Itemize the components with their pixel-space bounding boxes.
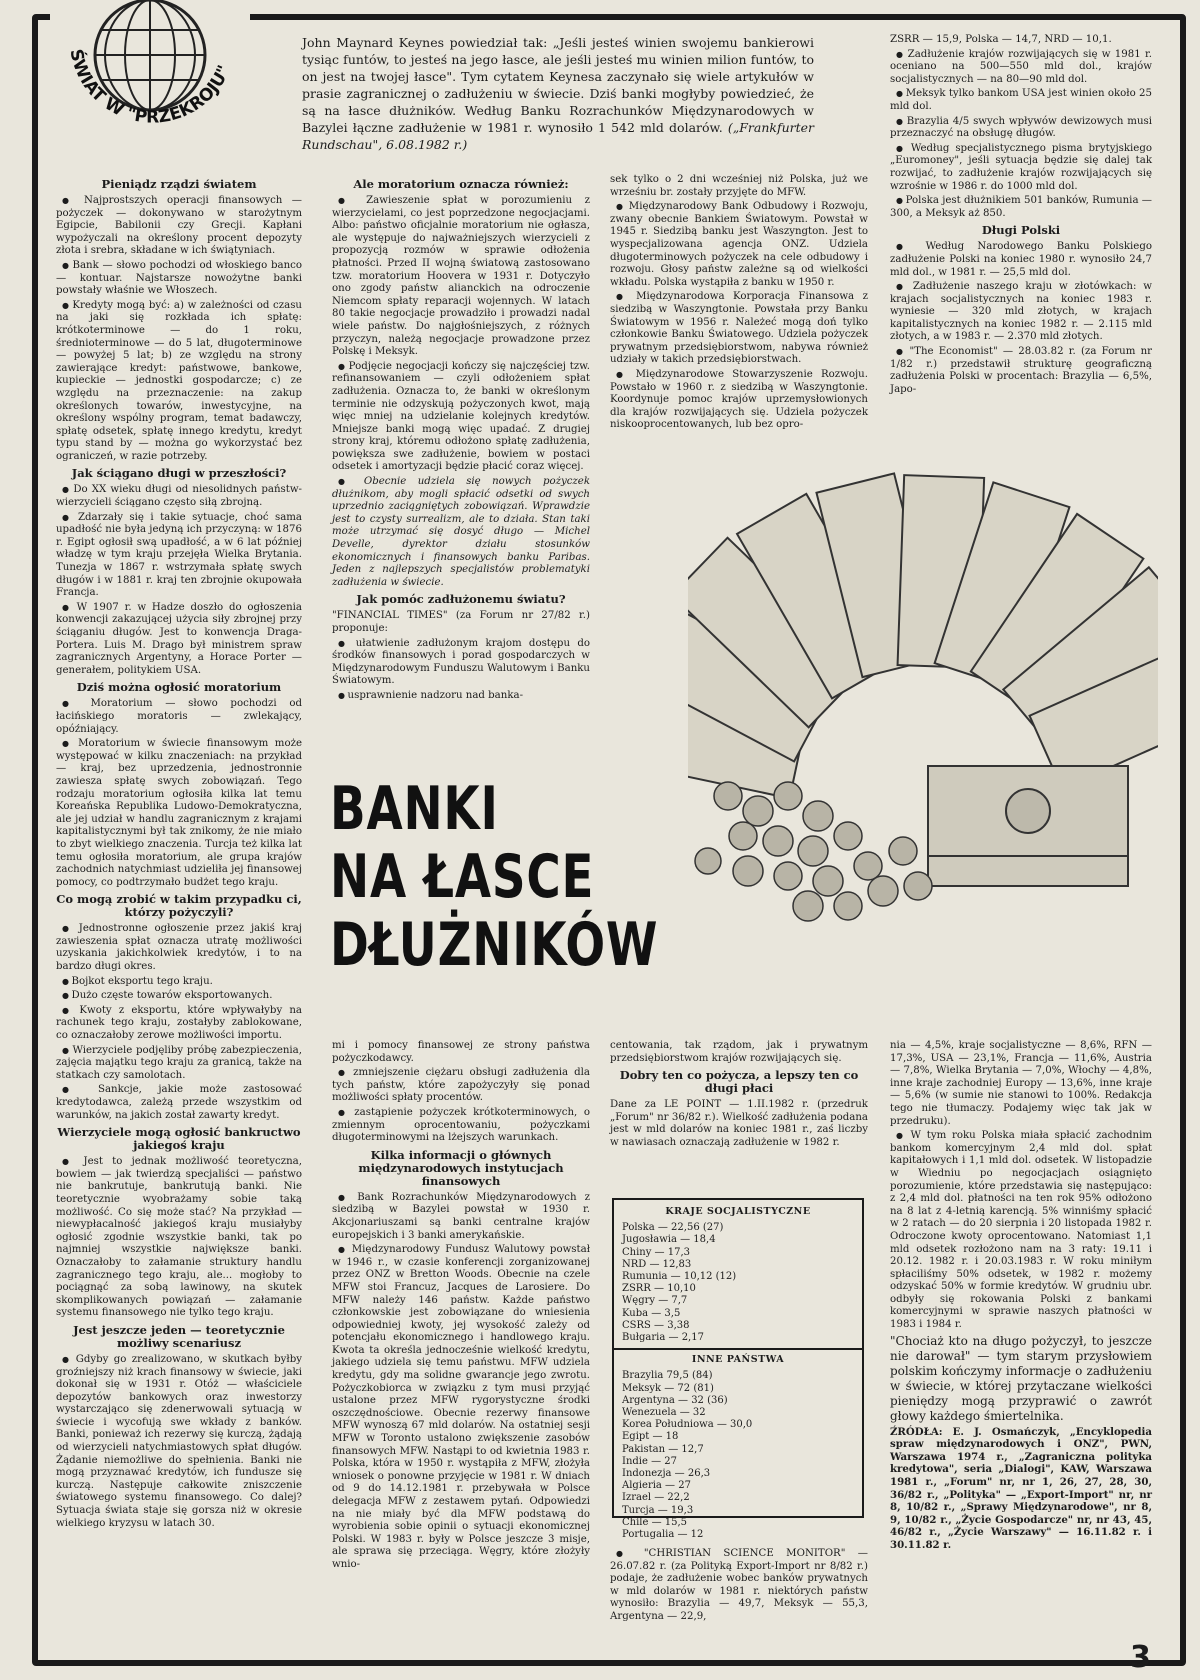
table-row: Izrael — 22,2 bbox=[622, 1492, 690, 1504]
paragraph: ● Międzynarodowy Fundusz Walutowy powstał w 1946 r., w czasie konferencji zorganizowanej przez ONZ w Bretton Woods. Obecnie na czele MFW stoi Francuz, Jacques de Larosiere. Do MFW należy 146 państw. Każde państwo członkowskie jest zobowiązane do wniesienia odpowiedniej kwoty, jej wysokość zależy od potencjału ekonomicznego i handlowego kraju. Kwota ta określa jednocześnie wielkość kredytu, jakiego udziela się temu państwu. MFW udziela kredytu, gdy ma solidne gwarancje jego zwrotu. Pożyczkobiorca w związku z tym musi przyjąć ustalone przez MFW rygorystyczne środki oszczędnościowe. Obecnie rezerwy finansowe MFW wynoszą 67 mld dolarów. Na ostatniej sesji MFW w Toronto ustalono zwiększenie zasobów finansowych MFW. Nastąpi to od kwietnia 1983 r. Polska, która w 1950 r. wystąpiła z MFW, złożyła wniosek o ponowne przyjęcie w 1981 r. W dniach od 9 do 14.12.1981 r. przebywała w Polsce delegacja MFW z zestawem pytań. Odpowiedzi na nie miały być dla MFW podstawą do wyrobienia sobie opinii o sytuacji ekonomicznej Polski. W 1983 r. były w Polsce jeszcze 3 misje, ale sprawa się przeciąga. Węgry, które złożyły wnio- bbox=[332, 1244, 590, 1571]
section-heading: Wierzyciele mogą ogłosić bankructwo jakiegoś kraju bbox=[57, 1125, 301, 1153]
paragraph: ● zmniejszenie ciężaru obsługi zadłużenia dla tych państw, które zapożyczyły się ponad możliwości spłaty procentów. bbox=[332, 1067, 590, 1105]
table-row: Wenezuela — 32 bbox=[622, 1407, 706, 1419]
paragraph: ● Bojkot eksportu tego kraju. bbox=[56, 976, 302, 989]
paragraph: ● Zadłużenie krajów rozwijających się w 1981 r. oceniano na 500—550 mld dol., krajów socjalistycznych — na 80—90 mld dol. bbox=[890, 49, 1152, 87]
paragraph: ● "The Economist" — 28.03.82 r. (za Forum nr 1/82 r.) przedstawił strukturę geograficzną zadłużenia Polski w procentach: Brazylia — 6,5%, Japo- bbox=[890, 346, 1152, 396]
main-headline bbox=[330, 774, 659, 980]
table-row: CSRS — 3,38 bbox=[622, 1319, 690, 1331]
paragraph: ● Sankcje, jakie może zastosować kredytodawca, zależą przede wszystkim od warunków, na jakich został zawarty kredyt. bbox=[56, 1084, 302, 1122]
column-3-top bbox=[610, 174, 868, 434]
paragraph: ● Jest to jednak możliwość teoretyczna, bowiem — jak twierdzą specjaliści — państwo nie bankrutuje, bankrutują banki. Nie teoretycznie wyobrażamy sobie taką możliwość. Co się może stać? Na przykład — niewypłacalność jakiegoś kraju musiałyby ogłosić zgodnie wszystkie banki, tak po najmniej wszystkie największe banki. Oznaczałoby to załamanie struktury handlu zagranicznego tego kraju, ale... mogłoby to pociągnąć za sobą lawinowy, na skutek skomplikowanych powiązań — załamanie systemu finansowego nie tylko tego kraju. bbox=[56, 1156, 302, 1320]
paragraph: ● Dużo częste towarów eksportowanych. bbox=[56, 990, 302, 1003]
table-title: INNE PAŃSTWA bbox=[691, 1354, 785, 1366]
table-row: Argentyna — 32 (36) bbox=[622, 1394, 728, 1406]
section-heading: Kilka informacji o głównych międzynarodowych instytucjach finansowych bbox=[358, 1147, 564, 1188]
table-row: Węgry — 7,7 bbox=[622, 1295, 688, 1307]
paragraph: ● Obecnie udziela się nowych pożyczek dłużnikom, aby mogli spłacić odsetki od swych uprzednio zaciągniętych zobowiązań. Wprawdzie jest to czysty surrealizm, ale to działa. Stan taki może utrzymać się dosyć długo — Michel Develle, dyrektor działu stosunków ekonomicznych i finansowych banku Paribas. Jeden z najlepszych specjalistów problematyki zadłużenia w świecie. bbox=[332, 476, 590, 589]
page-number: 3 bbox=[1130, 1640, 1151, 1675]
table-title: KRAJE SOCJALISTYCZNE bbox=[665, 1206, 811, 1217]
table-row: Bułgaria — 2,17 bbox=[622, 1332, 704, 1344]
table-row: Brazylia 79,5 (84) bbox=[622, 1370, 713, 1382]
paragraph: ● Do XX wieku długi od niesolidnych państw-wierzycieli ściągano często siłą zbrojną. bbox=[56, 484, 302, 509]
headline-line: NA ŁASCE bbox=[330, 842, 595, 912]
intro-paragraph bbox=[302, 34, 814, 153]
paragraph: ZSRR — 15,9, Polska — 14,7, NRD — 10,1. bbox=[890, 34, 1112, 45]
paragraph: "FINANCIAL TIMES" (za Forum nr 27/82 r.) proponuje: bbox=[332, 610, 590, 634]
paragraph: ● usprawnienie nadzoru nad banka- bbox=[332, 690, 590, 703]
globe-logo bbox=[50, 0, 250, 150]
table-row: Meksyk — 72 (81) bbox=[622, 1382, 714, 1394]
column-3-bottom bbox=[610, 1040, 868, 1152]
paragraph: ● W tym roku Polska miała spłacić zachodnim bankom komercyjnym 2,4 mld dol. spłat kapitałowych i 1,1 mld dol. odsetek. W listopadzie w Wiedniu po negocjacjach osiągnięto porozumienie, które przedstawia się następująco: z 2,4 mld dol. płatności na ten rok 95% odłożono na 8 lat z 4-letnią karencją. 5% winniśmy spłacić w 2 ratach — do 20 sierpnia i 20 listopada 1982 r. Odroczone kwoty oprocentowano. Natomiast 1,1 mld odsetek rozłożono nam na 3 raty: 19.11 i 20.12. 1982 r. i 20.03.1983 r. W roku miniłym spłaciliśmy 50% odsetek, w 1982 r. możemy odzyskać 50% w formie kredytów. W grudniu ubr. odbyły się rokowania Polski z bankami komercyjnymi w sprawie naszych płatności w 1983 i 1984 r. bbox=[890, 1130, 1152, 1332]
table-row: Chiny — 17,3 bbox=[622, 1246, 691, 1258]
table-row: Indonezja — 26,3 bbox=[622, 1468, 711, 1480]
section-heading: Pieniądz rządzi światem bbox=[101, 177, 257, 191]
section-heading: Dziś można ogłosić moratorium bbox=[76, 680, 282, 695]
paragraph: ● Jednostronne ogłoszenie przez jakiś kraj zawieszenia spłat oznacza utratę możliwości uzyskania jakichkolwiek kredytów, i to na bardzo długi okres. bbox=[56, 923, 302, 973]
paragraph: ● Kwoty z eksportu, które wpływałyby na rachunek tego kraju, zostałyby zablokowane, co oznaczałoby zerowe możliwości importu. bbox=[56, 1005, 302, 1043]
table-row: Korea Południowa — 30,0 bbox=[622, 1419, 753, 1431]
section-heading: Jak ściągano długi w przeszłości? bbox=[71, 466, 287, 481]
table-row: Jugosławia — 18,4 bbox=[622, 1234, 716, 1246]
section-heading: Długi Polski bbox=[981, 223, 1061, 238]
paragraph: ● Według Narodowego Banku Polskiego zadłużenie Polski na koniec 1980 r. wynosiło 24,7 mld dol., w 1981 r. — 25,5 mld dol. bbox=[890, 241, 1152, 279]
closing-quote: "Chociaż kto na długo pożyczył, to jeszcze nie darował" — tym starym przysłowiem polskim kończymy informacje o zadłużeniu w świecie, w której przytaczane wielkości pieniędzy mogą przyprawić o zawrót głowy każdego śmiertelnika. bbox=[890, 1333, 1152, 1423]
table-row: Algieria — 27 bbox=[622, 1480, 691, 1492]
debt-table bbox=[612, 1198, 864, 1541]
table-row: Chile — 15,5 bbox=[622, 1516, 688, 1528]
paragraph: sek tylko o 2 dni wcześniej niż Polska, już we wrześniu br. zostały przyjęte do MFW. bbox=[610, 174, 868, 198]
paragraph: ● Meksyk tylko bankom USA jest winien około 25 mld dol. bbox=[890, 88, 1152, 113]
table-row: Pakistan — 12,7 bbox=[622, 1443, 704, 1455]
paragraph: ● ułatwienie zadłużonym krajom dostępu do środków finansowych i porad gospodarczych w Międzynarodowym Funduszu Walutowym i Banku Światowym. bbox=[332, 638, 590, 688]
table-row: NRD — 12,83 bbox=[622, 1258, 692, 1270]
paragraph: ● Moratorium w świecie finansowym może występować w kilku znaczeniach: na przykład — kraj, bez uprzedzenia, jednostronnie zawiesza spłatę swych zobowiązań. Tego rodzaju moratorium ogłosiła kilka lat temu Koreańska Republika Ludowo-Demokratyczna, ale jej udział w handlu zagranicznym z krajami kapitalistycznymi był tak znikomy, że nie miało to zbyt wielkiego znaczenia. Turcja też kilka lat temu ogłosiła moratorium, ale grupa krajów zachodnich natychmiast udzieliła jej finansowej pomocy, co podtrzymało budżet tego kraju. bbox=[56, 738, 302, 889]
paragraph: ● Bank — słowo pochodzi od włoskiego banco — kontuar. Najstarsze nowożytne banki powstały właśnie we Włoszech. bbox=[56, 260, 302, 298]
table-row: Portugalia — 12 bbox=[622, 1529, 704, 1541]
paragraph: ● Bank Rozrachunków Międzynarodowych z siedzibą w Bazylei powstał w 1930 r. Akcjonariuszami są banki centralne krajów europejskich i 3 banki amerykańskie. bbox=[332, 1192, 590, 1242]
paragraph: ● Wierzyciele podjęliby próbę zabezpieczenia, zajęcia majątku tego kraju za granicą, także na statkach czy samolotach. bbox=[56, 1045, 302, 1083]
section-heading: Jak pomóc zadłużonemu światu? bbox=[356, 592, 566, 607]
section-heading: Dobry ten co pożycza, a lepszy ten co długi płaci bbox=[619, 1068, 859, 1096]
paragraph: Dane za LE POINT — 1.II.1982 r. (przedruk „Forum" nr 36/82 r.). Wielkość zadłużenia podana jest w mld dolarów na koniec 1981 r., zaś liczby w nawiasach oznaczają zadłużenie w 1982 r. bbox=[610, 1099, 868, 1148]
paragraph: ● Podjęcie negocjacji kończy się najczęściej tzw. refinansowaniem — czyli odłożeniem spłat zadłużenia. Oznacza to, że banki w określonym terminie nie odzyskują pożyczonych kwot, mają więc mniej na udzielanie kolejnych kredytów. Mniejsze banki mogą więc upadać. Z drugiej strony kraj, któremu odłożono spłatę zadłużenia, powiększa swe zadłużenie, bowiem w postaci odsetek i amortyzacji będzie płacić coraz więcej. bbox=[332, 361, 590, 474]
logo-text: ŚWIAT W "PRZEKROJU" bbox=[65, 47, 235, 128]
paragraph: ● Międzynarodowy Bank Odbudowy i Rozwoju, zwany obecnie Bankiem Światowym. Powstał w 1945 r. Siedzibą banku jest Waszyngton. Jest to wyspecjalizowana agencja ONZ. Udziela długoterminowych pożyczek na cele odbudowy i rozwoju. Głosy państw zależne są od wielkości wkładu. Polska wystąpiła z banku w 1950 r. bbox=[610, 201, 868, 289]
paragraph: ● Polska jest dłużnikiem 501 banków, Rumunia — 300, a Meksyk aż 850. bbox=[890, 195, 1152, 220]
table-row: Indie — 27 bbox=[622, 1455, 677, 1467]
table-row: Polska — 22,56 (27) bbox=[622, 1222, 724, 1234]
section-heading: Ale moratorium oznacza również: bbox=[353, 177, 569, 191]
column-4-top bbox=[890, 34, 1152, 398]
paragraph: centowania, tak rządom, jak i prywatnym przedsiębiorstwom krajów rozwijających się. bbox=[610, 1040, 868, 1064]
banknotes-coins-illustration bbox=[688, 466, 1158, 966]
section-heading: Jest jeszcze jeden — teoretycznie możliwy scenariusz bbox=[73, 1322, 285, 1350]
table-row: Rumunia — 10,12 (12) bbox=[622, 1271, 737, 1283]
table-divider bbox=[614, 1348, 862, 1350]
paragraph: ● Zawieszenie spłat w porozumieniu z wierzycielami, co jest poprzedzone negocjacjami. Albo: państwo oficjalnie moratorium nie ogłasza, ale występuje do najważniejszych wierzycieli z propozycją rozmów w sprawie odłożenia płatności. Przed II wojną światową zastosowano tzw. moratorium Hoovera w 1931 r. Dotyczyło ono zgody państw alianckich na odroczenie Niemcom spłaty reparacji wojennych. W latach 80 takie negocjacje prowadziło i prowadzi nadal wiele państw. Do najgłośniejszych, z różnych przyczyn, należą negocjacje prowadzone przez Polskę i Meksyk. bbox=[332, 195, 590, 359]
paragraph: ● Brazylia 4/5 swych wpływów dewizowych musi przeznaczyć na obsługę długów. bbox=[890, 116, 1152, 141]
column-3-footer bbox=[610, 1548, 868, 1626]
headline-line: DŁUŻNIKÓW bbox=[330, 910, 659, 980]
paragraph: ● Według specjalistycznego pisma brytyjskiego „Euromoney", jeśli sytuacja będzie się dalej tak rozwijać, to zadłużenie krajów rozwijających się wzrośnie w 1986 r. do 1000 mld dol. bbox=[890, 143, 1152, 193]
paragraph: ● Kredyty mogą być: a) w zależności od czasu na jaki się rozkłada ich spłatę: krótkoterminowe — do 1 roku, średnioterminowe — do 5 lat, długoterminowe — powyżej 5 lat; b) ze względu na strony zawierające kredyt: państwowe, bankowe, kupieckie — jednostki gospodarcze; c) ze względu na przeznaczenie: na zakup określonych towarów, inwestycyjne, na określony wspólny program, temat badawczy, spłatę odsetek, spłatę innego kredytu, kredyt typu stand by — można go wykorzystać bez ograniczeń, w razie potrzeby. bbox=[56, 300, 302, 464]
paragraph: ● Międzynarodowa Korporacja Finansowa z siedzibą w Waszyngtonie. Powstała przy Banku Światowym w 1956 r. Należeć mogą doń tylko członkowie Banku Światowego. Udziela pożyczek prywatnym przedsiębiorstwom, nabywa również udziały w takich przedsiębiorstwach. bbox=[610, 291, 868, 367]
table-row: Turcja — 19,3 bbox=[622, 1504, 694, 1516]
intro-text: John Maynard Keynes powiedział tak: „Jeśli jesteś winien swojemu bankierowi tysiąc funtów, to jesteś na jego łasce, ale jeśli jesteś mu winien milion funtów, to on jest na twojej łasce". Tym cytatem Keynesa zaczynało się wiele artykułów w prasie zagranicznej o zadłużeniu w świecie. Dziś banki mogłyby powiedzieć, że są na łasce dłużników. Według Banku Rozrachunków Międzynarodowych w Bazylei łączne zadłużenie w 1981 r. wynosiło 1 542 mld dolarów. bbox=[302, 35, 814, 135]
paragraph: ● Moratorium — słowo pochodzi od łacińskiego moratoris — zwlekający, opóźniający. bbox=[56, 698, 302, 736]
paragraph: ● zastąpienie pożyczek krótkoterminowych, o zmiennym oprocentowaniu, pożyczkami długoterminowymi na lżejszych warunkach. bbox=[332, 1107, 590, 1145]
sources: ŹRÓDŁA: E. J. Osmańczyk, „Encyklopedia spraw międzynarodowych i ONZ", PWN, Warszawa 1974 r., „Zagraniczna polityka kredytowa", seria „Dialogi", KAW, Warszawa 1981 r., „Forum" nr, nr 1, 26, 27, 28, 30, 36/82 r., „Polityka" — „Export-Import" nr, nr 8, 10/82 r., „Sprawy Międzynarodowe", nr 8, 9, 10/82 r., „Życie Gospodarcze" nr, nr 43, 45, 46/82 r., „Życie Warszawy" — 16.11.82 r. i 30.11.82 r. bbox=[890, 1425, 1152, 1551]
headline-line: BANKI bbox=[330, 774, 499, 844]
paragraph: ● Najprostszych operacji finansowych — pożyczek — dokonywano w starożytnym Egipcie, Babilonii czy Grecji. Kapłani wypożyczali na określony procent depozyty złota i srebra, składane w ich świątyniach. bbox=[56, 195, 302, 258]
column-4-bottom bbox=[890, 1040, 1152, 1554]
paragraph: ● Zdarzały się i takie sytuacje, choć sama upadłość nie była jedyną ich przyczyną: w 1876 r. Egipt ogłosił swą upadłość, a w 6 lat później władzę w tym kraju przejęła Wielka Brytania. Tunezja w 1867 r. wstrzymała spłatę swych długów i w 1881 r. kraj ten zbrojnie okupowała Francja. bbox=[56, 512, 302, 600]
section-heading: Co mogą zrobić w takim przypadku ci, którzy pożyczyli? bbox=[56, 892, 302, 920]
column-1 bbox=[56, 174, 302, 1532]
paragraph: nia — 4,5%, kraje socjalistyczne — 8,6%, RFN — 17,3%, USA — 23,1%, Francja — 11,6%, Austria — 7,8%, Wielka Brytania — 7,0%, Włochy — 4,8%, inne kraje zachodniej Europy — 13,6%, inne kraje — 5,6% (w sumie nie stanowi to 100%. Redakcja tego nie tłumaczy. Podajemy więc tak jak w przedruku). bbox=[890, 1040, 1152, 1127]
table-row: Egipt — 18 bbox=[622, 1431, 679, 1443]
paragraph: ● Międzynarodowe Stowarzyszenie Rozwoju. Powstało w 1960 r. z siedzibą w Waszyngtonie. Koordynuje pomoc krajów uprzemysłowionych dla krajów rozwijających się. Udziela pożyczek niskooprocentowanych, lub bez opro- bbox=[610, 369, 868, 432]
column-2-top bbox=[332, 174, 590, 705]
intro-source: („Frankfurter Rundschau", 6.08.1982 r.) bbox=[302, 120, 814, 152]
table-row: Kuba — 3,5 bbox=[622, 1307, 681, 1319]
paragraph: ● "CHRISTIAN SCIENCE MONITOR" — 26.07.82 r. (za Polityką Export-Import nr 8/82 r.) podaje, że zadłużenie wobec banków prywatnych w mld dolarów w 1981 r. niektórych państw wynosiło: Brazylia — 49,7, Meksyk — 55,3, Argentyna — 22,9, bbox=[610, 1548, 868, 1624]
table-row: ZSRR — 10,10 bbox=[622, 1283, 696, 1295]
paragraph: ● Gdyby go zrealizowano, w skutkach byłby groźniejszy niż krach finansowy w świecie, jaki dokonał się w 1931 r. Otóż — właściciele depozytów bankowych oraz inwestorzy wystarczająco się zdenerwowali sytuacją w świecie i wycofują swe wkłady z banków. Banki, ponieważ ich rezerwy się kurczą, żądają od wierzycieli natychmiastowych spłat długów. Żądanie niemożliwe do spełnienia. Banki nie mogą przyznawać kredytów, ich fundusze się kurczą. Następuje całkowite zniszczenie światowego systemu finansowego. Co dalej? Sytuacja świata staje się gorsza niż w okresie wielkiego kryzysu w latach 30. bbox=[56, 1354, 302, 1530]
paragraph: ● Zadłużenie naszego kraju w złotówkach: w krajach socjalistycznych na koniec 1983 r. wyniesie — 320 mld złotych, w krajach kapitalistycznych na koniec 1982 r. — 2.115 mld złotych, a w 1983 r. — 2.370 mld złotych. bbox=[890, 281, 1152, 344]
paragraph: ● W 1907 r. w Hadze doszło do ogłoszenia konwencji zakazującej użycia siły zbrojnej przy ściąganiu długów. Jest to konwencja Draga-Portera. Luis M. Drago był ministrem spraw zagranicznych Argentyny, a Horace Porter — generałem, politykiem USA. bbox=[56, 602, 302, 678]
column-2-bottom bbox=[332, 1040, 590, 1574]
paragraph: mi i pomocy finansowej ze strony państwa pożyczkodawcy. bbox=[332, 1040, 590, 1064]
